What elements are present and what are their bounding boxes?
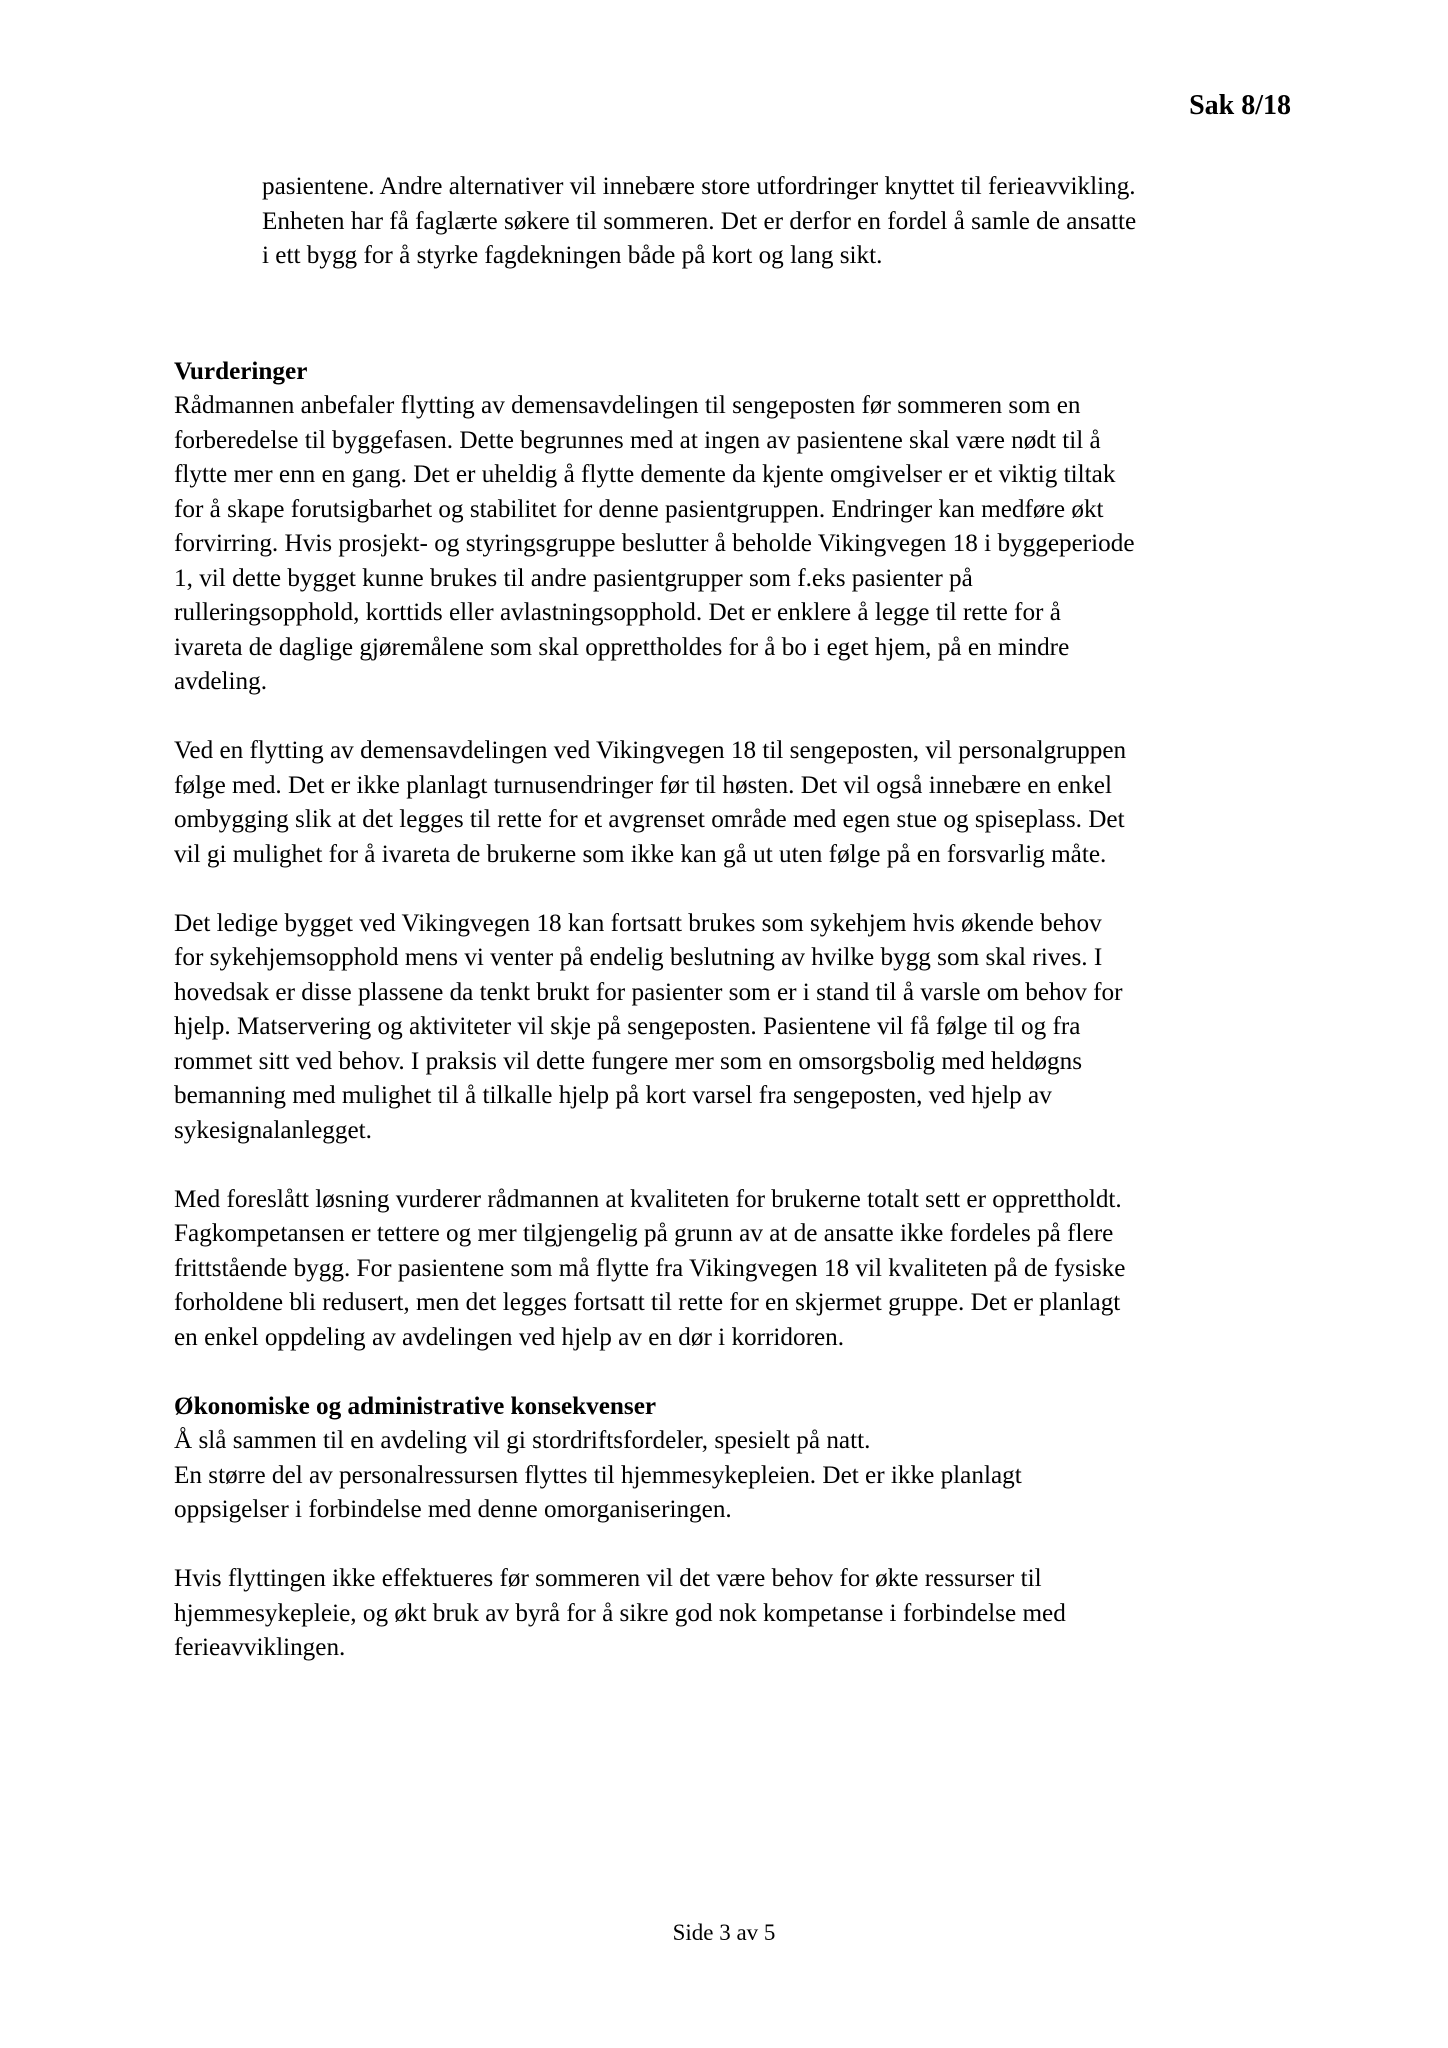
text-line: en enkel oppdeling av avdelingen ved hjelp av en dør i korridoren. — [174, 1323, 845, 1351]
text-line: frittstående bygg. For pasientene som må flytte fra Vikingvegen 18 vil kvaliteten på de fysiske — [174, 1254, 1126, 1282]
paragraph — [174, 1183, 1289, 1356]
text-line: forvirring. Hvis prosjekt- og styringsgruppe beslutter å beholde Vikingvegen 18 i byggeperiode — [174, 530, 1135, 557]
text-line: Å slå sammen til en avdeling vil gi stordriftsfordeler, spesielt på natt. — [174, 1427, 871, 1454]
page-number: Side 3 av 5 — [672, 1920, 776, 1945]
text-line: Hvis flyttingen ikke effektueres før sommeren vil det være behov for økte ressurser til — [174, 1565, 1042, 1592]
text-line: avdeling. — [174, 668, 268, 695]
case-reference: Sak 8/18 — [1189, 90, 1291, 121]
text-line: i ett bygg for å styrke fagdekningen både på kort og lang sikt. — [262, 242, 883, 269]
text-line: flytte mer enn en gang. Det er uheldig å flytte demente da kjente omgivelser er et viktig tiltak — [174, 461, 1116, 488]
text-line: Enheten har få faglærte søkere til sommeren. Det er derfor en fordel å samle de ansatte — [262, 207, 1137, 235]
paragraph — [174, 907, 1289, 1149]
text-line: bemanning med mulighet til å tilkalle hjelp på kort varsel fra sengeposten, ved hjelp av — [174, 1082, 1052, 1109]
text-line: Med foreslått løsning vurderer rådmannen at kvaliteten for brukerne totalt sett er opprettholdt. — [174, 1185, 1122, 1213]
text-line: rommet sitt ved behov. I praksis vil dette fungere mer som en omsorgsbolig med heldøgns — [174, 1047, 1082, 1075]
document-body — [174, 170, 1289, 1666]
text-line: Fagkompetansen er tettere og mer tilgjengelig på grunn av at de ansatte ikke fordeles på flere — [174, 1220, 1114, 1247]
text-line: ferieavviklingen. — [174, 1634, 346, 1661]
text-line: 1, vil dette bygget kunne brukes til andre pasientgrupper som f.eks pasienter på — [174, 564, 973, 592]
paragraph — [174, 1562, 1289, 1666]
text-line: hjemmesykepleie, og økt bruk av byrå for å sikre god nok kompetanse i forbindelse med — [174, 1599, 1066, 1627]
text-line: vil gi mulighet for å ivareta de brukerne som ikke kan gå ut uten følge på en forsvarlig måte. — [174, 840, 1107, 868]
text-line: for sykehjemsopphold mens vi venter på endelig beslutning av hvilke bygg som skal rives. I — [174, 944, 1103, 971]
paragraph — [174, 1424, 1289, 1528]
text-line: forberedelse til byggefasen. Dette begrunnes med at ingen av pasientene skal være nødt til å — [174, 426, 1101, 454]
section-heading-vurderinger: Vurderinger — [174, 357, 308, 385]
text-line: sykesignalanlegget. — [174, 1116, 372, 1144]
text-line: rulleringsopphold, korttids eller avlastningsopphold. Det er enklere å legge til rette for å — [174, 599, 1061, 626]
text-line: hovedsak er disse plassene da tenkt brukt for pasienter som er i stand til å varsle om behov for — [174, 978, 1123, 1006]
text-line: En større del av personalressursen flyttes til hjemmesykepleien. Det er ikke planlagt — [174, 1461, 1022, 1489]
text-line: følge med. Det er ikke planlagt turnusendringer før til høsten. Det vil også innebære en enkel — [174, 771, 1112, 799]
section-heading-okonomi: Økonomiske og administrative konsekvenser — [174, 1392, 657, 1420]
text-line: hjelp. Matservering og aktiviteter vil skje på sengeposten. Pasientene vil få følge til og fra — [174, 1013, 1081, 1040]
text-line: forholdene bli redusert, men det legges fortsatt til rette for en skjermet gruppe. Det er planlagt — [174, 1289, 1121, 1316]
intro-paragraph — [174, 170, 1289, 274]
text-line: ombygging slik at det legges til rette for et avgrenset område med egen stue og spiseplass. Det — [174, 806, 1125, 833]
text-line: pasientene. Andre alternativer vil innebære store utfordringer knyttet til ferieavvikling. — [262, 173, 1136, 200]
paragraph — [174, 389, 1289, 700]
text-line: Det ledige bygget ved Vikingvegen 18 kan fortsatt brukes som sykehjem hvis økende behov — [174, 909, 1102, 937]
text-line: Ved en flytting av demensavdelingen ved Vikingvegen 18 til sengeposten, vil personalgruppen — [174, 737, 1127, 764]
text-line: for å skape forutsigbarhet og stabilitet for denne pasientgruppen. Endringer kan medføre økt — [174, 495, 1104, 523]
text-line: oppsigelser i forbindelse med denne omorganiseringen. — [174, 1496, 732, 1523]
paragraph — [174, 734, 1289, 872]
text-line: Rådmannen anbefaler flytting av demensavdelingen til sengeposten før sommeren som en — [174, 392, 1081, 419]
text-line: ivareta de daglige gjøremålene som skal opprettholdes for å bo i eget hjem, på en mindre — [174, 633, 1070, 661]
